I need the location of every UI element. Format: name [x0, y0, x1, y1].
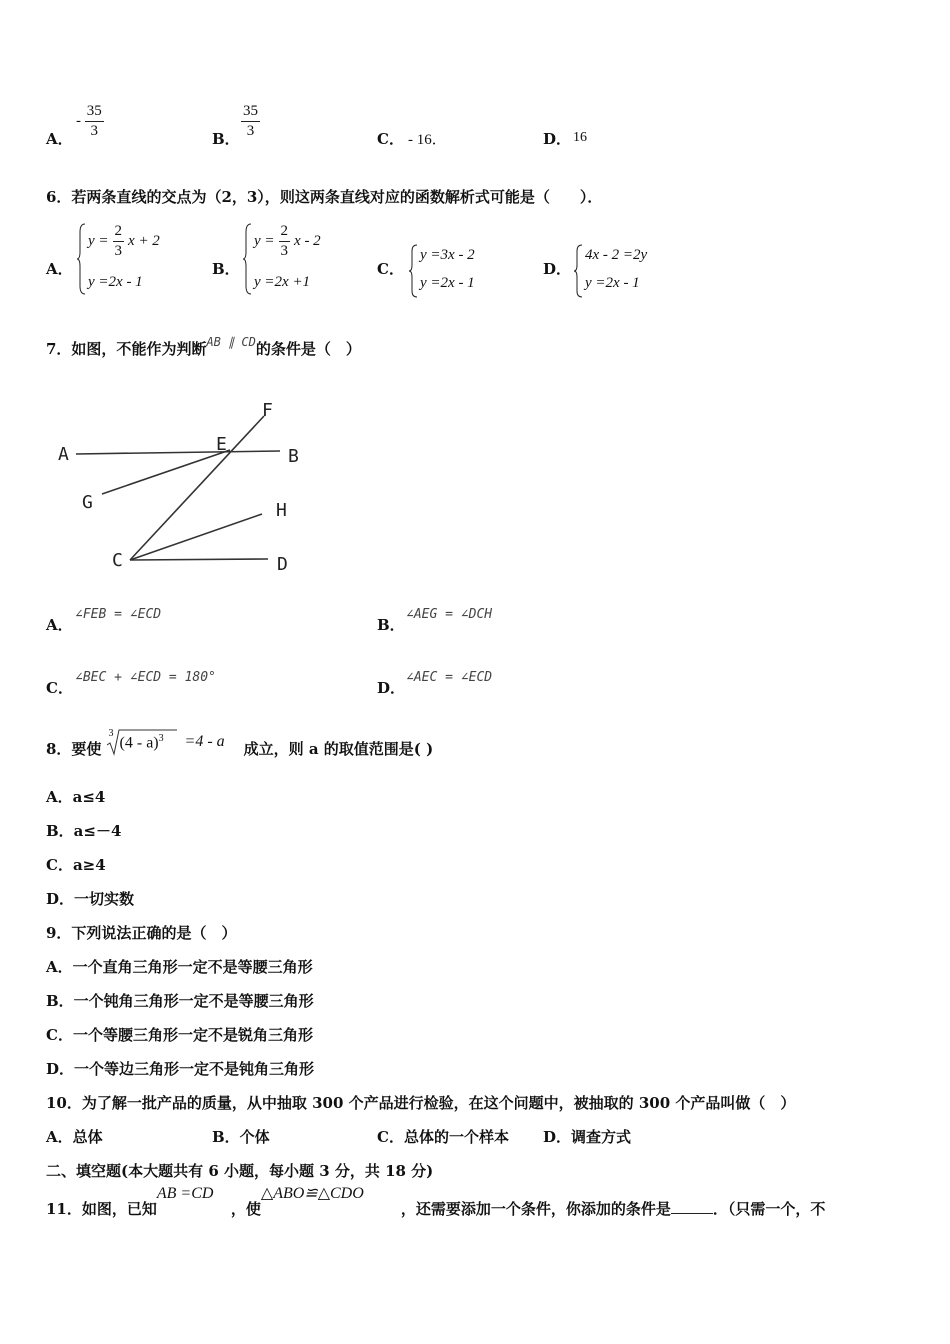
q6-option-d-system [573, 243, 683, 299]
q8-stem-pre: 8．要使 [46, 740, 102, 758]
q10-option-c: C．总体的一个样本 [377, 1128, 509, 1146]
q7-stem-post: 的条件是（ ） [255, 340, 361, 358]
q8-option-c: C．a≥4 [46, 856, 106, 874]
left-brace-icon [408, 243, 418, 299]
q6-a-denominator: 3 [114, 243, 123, 259]
q5-option-a-numerator: 35 [85, 104, 104, 122]
q11-stem-mid: ，使 [230, 1200, 261, 1218]
q6-a-numerator: 2 [113, 224, 125, 242]
q7-stem [46, 335, 361, 359]
line-cf [130, 416, 264, 560]
q7-stem-pre: 7．如图，不能作为判断 [46, 340, 207, 358]
label-c: C [112, 550, 123, 571]
q5-option-c-label: C． [377, 130, 404, 148]
q6-d-line1: 4x - 2 =2y [585, 247, 648, 263]
q7-geometry-figure [50, 392, 320, 582]
q11-stem-note: ．（只需一个，不 [712, 1200, 826, 1218]
q5-option-d-label: D． [543, 130, 572, 148]
left-brace-icon [573, 243, 583, 299]
q8-rhs: =4 - a [184, 733, 225, 750]
q5-option-a-label: A． [46, 130, 73, 148]
q5-option-b-numerator: 35 [241, 104, 260, 122]
q9-option-d: D．一个等边三角形一定不是钝角三角形 [46, 1060, 315, 1078]
q6-a-line2: y =2x - 1 [88, 274, 143, 290]
q8-stem-post: 成立，则 a 的取值范围是( ) [243, 740, 434, 758]
q5-option-b-denominator: 3 [246, 123, 255, 139]
q7-option-a-value: ∠FEB = ∠ECD [75, 607, 162, 622]
q7-option-b-label: B． [377, 616, 405, 634]
q9-option-c: C．一个等腰三角形一定不是锐角三角形 [46, 1026, 313, 1044]
label-h: H [276, 500, 287, 521]
q9-option-b: B．一个钝角三角形一定不是等腰三角形 [46, 992, 314, 1010]
q11-math-ab-cd: AB =CD [156, 1185, 214, 1202]
q6-c-line2: y =2x - 1 [420, 275, 475, 291]
q9-stem: 9．下列说法正确的是（ ） [46, 924, 237, 942]
left-brace-icon [76, 222, 86, 296]
q8-stem [46, 728, 433, 762]
line-ch [130, 514, 262, 560]
q6-c-line1: y =3x - 2 [420, 247, 475, 263]
q6-option-c-system [408, 243, 508, 299]
q6-option-d-label: D． [543, 260, 572, 278]
q6-a-line1-lhs: y = [88, 233, 109, 250]
q5-option-b-value [241, 104, 260, 139]
q7-stem-math: AB ∥ CD [206, 335, 256, 349]
q6-option-b-label: B． [212, 260, 240, 278]
q7-option-c-value: ∠BEC + ∠ECD = 180° [75, 670, 216, 685]
q6-b-line2: y =2x +1 [254, 274, 311, 290]
q6-d-line2: y =2x - 1 [585, 275, 640, 291]
q11-stem [46, 1182, 825, 1222]
q6-b-denominator: 3 [280, 243, 289, 259]
q7-option-b-value: ∠AEG = ∠DCH [406, 607, 493, 622]
q6-b-line1-rhs: x - 2 [294, 233, 321, 250]
q10-option-b: B．个体 [212, 1128, 270, 1146]
section-heading-fill-in: 二、填空题(本大题共有 6 小题，每小题 3 分，共 18 分) [46, 1162, 434, 1180]
q7-option-d-label: D． [377, 679, 406, 697]
q8-option-b: B．a≤－4 [46, 822, 122, 840]
q5-option-a-denominator: 3 [90, 123, 98, 139]
label-d: D [277, 554, 288, 575]
q6-option-b-system [242, 222, 352, 296]
label-g: G [82, 492, 93, 513]
q6-option-a-system [76, 222, 186, 296]
q7-option-a-label: A． [46, 616, 73, 634]
q5-option-d-value: 16 [573, 130, 587, 145]
q6-stem: 6．若两条直线的交点为（2，3），则这两条直线对应的函数解析式可能是（ ）． [46, 188, 603, 206]
q8-radical-index: 3 [108, 728, 114, 739]
line-cd [130, 559, 268, 560]
q9-option-a: A．一个直角三角形一定不是等腰三角形 [46, 958, 313, 976]
q11-answer-blank[interactable] [671, 1199, 713, 1214]
q8-radical-expression [107, 728, 239, 758]
q5-option-c-value: - 16． [408, 132, 447, 148]
label-f: F [262, 400, 273, 421]
q8-radicand-exponent: 3 [158, 733, 164, 744]
label-b: B [288, 446, 299, 467]
q11-math-congruence: △ABO≌△CDO [260, 1185, 364, 1202]
q6-b-line1-lhs: y = [254, 233, 275, 250]
q8-radicand [120, 733, 164, 752]
q6-option-c-label: C． [377, 260, 404, 278]
q5-option-a-value [76, 104, 104, 139]
q11-stem-post: ，还需要添加一个条件，你添加的条件是 [400, 1200, 671, 1218]
label-e: E [216, 434, 227, 455]
q6-b-numerator: 2 [279, 224, 291, 242]
q5-option-b-label: B． [212, 130, 240, 148]
q6-a-line1-rhs: x + 2 [128, 233, 160, 250]
left-brace-icon [242, 222, 252, 296]
line-ab [76, 451, 280, 454]
q10-stem: 10．为了解一批产品的质量，从中抽取 300 个产品进行检验，在这个问题中，被抽取的 300 个产品叫做（ ） [46, 1094, 796, 1112]
q7-option-c-label: C． [46, 679, 73, 697]
q8-option-d: D．一切实数 [46, 890, 135, 908]
q5-option-a-sign: - [76, 113, 81, 129]
q6-option-a-label: A． [46, 260, 73, 278]
q10-option-a: A．总体 [46, 1128, 103, 1146]
q8-radicand-base: (4 - a) [119, 734, 159, 752]
q11-stem-pre: 11．如图，已知 [46, 1200, 157, 1218]
q10-option-d: D．调查方式 [543, 1128, 632, 1146]
q8-option-a: A．a≤4 [46, 788, 106, 806]
label-a: A [58, 444, 69, 465]
q7-option-d-value: ∠AEC = ∠ECD [406, 670, 493, 685]
